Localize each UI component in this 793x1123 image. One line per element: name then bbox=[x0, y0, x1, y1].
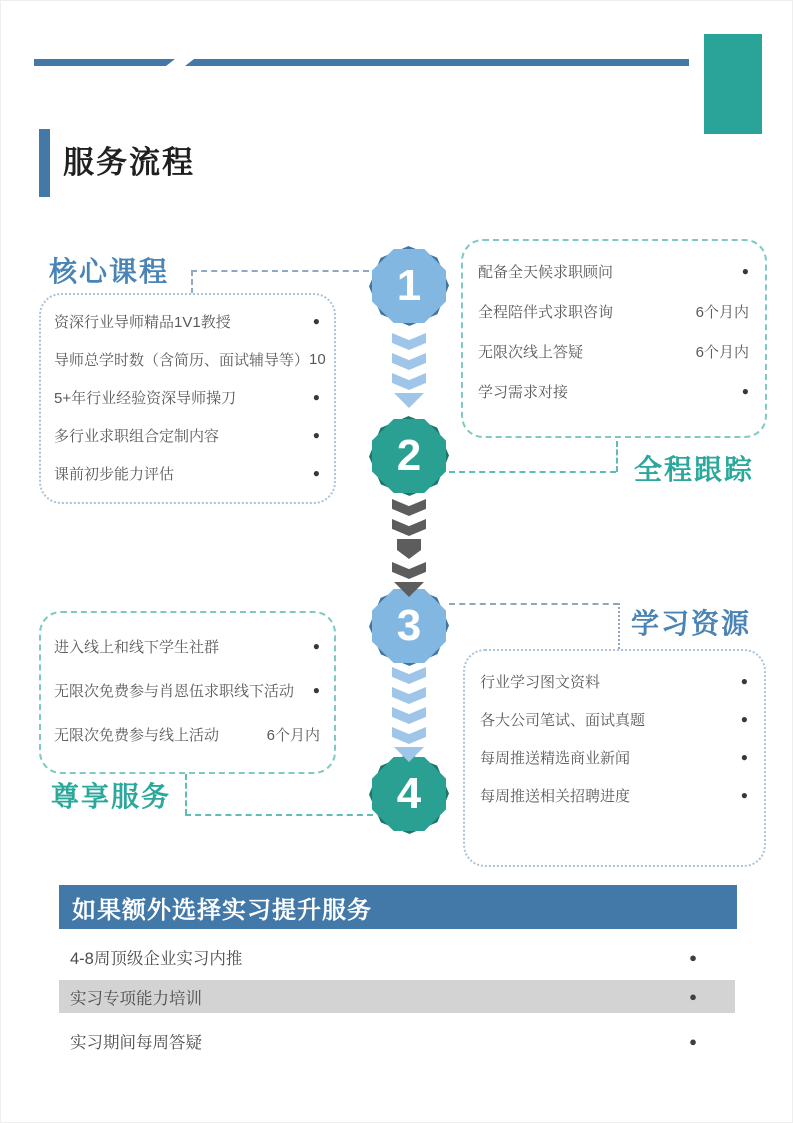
step-badge-1 bbox=[372, 249, 446, 323]
premium-row bbox=[54, 624, 320, 668]
row-label: 5+年行业经验资深导师操刀 bbox=[54, 389, 237, 407]
resources-row bbox=[480, 700, 748, 738]
premium-row bbox=[54, 712, 320, 756]
row-value: ● bbox=[689, 989, 697, 1004]
core-row bbox=[54, 340, 326, 378]
row-label: 课前初步能力评估 bbox=[54, 465, 175, 483]
extra-row bbox=[59, 1021, 735, 1061]
connector-tracking-h bbox=[449, 471, 616, 473]
row-value: ● bbox=[312, 390, 320, 404]
step-badge-4 bbox=[372, 757, 446, 831]
row-value: 10 bbox=[309, 350, 326, 368]
row-value: ● bbox=[740, 674, 748, 688]
row-value: ● bbox=[312, 466, 320, 480]
row-value: ● bbox=[689, 1033, 697, 1049]
row-label: 全程陪伴式求职咨询 bbox=[478, 303, 614, 321]
row-value: ● bbox=[741, 384, 749, 398]
connector-core-h bbox=[191, 270, 369, 272]
row-value: ● bbox=[312, 683, 320, 697]
group-title-core: 核心课程 bbox=[49, 256, 170, 287]
connector-tracking-v bbox=[616, 441, 618, 472]
connector-resources-h bbox=[449, 603, 619, 605]
row-label: 每周推送相关招聘进度 bbox=[480, 787, 631, 805]
core-row bbox=[54, 454, 320, 492]
down-arrow-icon bbox=[391, 667, 427, 762]
step-number: 3 bbox=[396, 601, 422, 650]
row-label: 进入线上和线下学生社群 bbox=[54, 638, 220, 656]
row-label: 每周推送精选商业新闻 bbox=[480, 749, 631, 767]
row-value: ● bbox=[740, 788, 748, 802]
connector-premium-v bbox=[185, 774, 187, 815]
tracking-row bbox=[478, 291, 749, 331]
row-label: 配备全天候求职顾问 bbox=[478, 263, 614, 281]
row-label: 资深行业导师精品1V1教授 bbox=[54, 313, 231, 331]
row-label: 导师总学时数（含简历、面试辅导等） bbox=[54, 351, 310, 369]
connector-resources-v bbox=[618, 603, 620, 649]
tracking-panel bbox=[461, 239, 767, 438]
connector-core-v bbox=[191, 270, 193, 294]
row-value: ● bbox=[689, 949, 697, 965]
step-badge-3 bbox=[372, 589, 446, 663]
step-number: 4 bbox=[396, 769, 422, 818]
resources-row bbox=[480, 776, 748, 814]
row-label: 实习期间每周答疑 bbox=[70, 1034, 202, 1052]
heading-accent-bar bbox=[39, 129, 50, 197]
row-label: 无限次免费参与线上活动 bbox=[54, 726, 220, 744]
row-value: ● bbox=[741, 264, 749, 278]
top-rule-right bbox=[185, 59, 689, 66]
row-value: 6个月内 bbox=[266, 726, 320, 744]
step-number: 1 bbox=[396, 261, 422, 310]
resources-row bbox=[480, 662, 748, 700]
core-panel bbox=[39, 293, 336, 504]
extra-section-header: 如果额外选择实习提升服务 bbox=[59, 885, 737, 929]
connector-premium-h bbox=[185, 814, 373, 816]
core-row bbox=[54, 302, 320, 340]
row-label: 多行业求职组合定制内容 bbox=[54, 427, 220, 445]
corner-teal-block bbox=[704, 34, 762, 134]
row-value: ● bbox=[312, 314, 320, 328]
core-row bbox=[54, 416, 320, 454]
extra-row bbox=[59, 937, 735, 977]
row-value: ● bbox=[312, 428, 320, 442]
row-label: 实习专项能力培训 bbox=[70, 989, 202, 1008]
group-title-resources: 学习资源 bbox=[631, 608, 752, 639]
tracking-row bbox=[478, 371, 749, 411]
group-title-tracking: 全程跟踪 bbox=[634, 454, 755, 485]
resources-panel bbox=[463, 649, 766, 867]
row-label: 行业学习图文资料 bbox=[480, 673, 601, 691]
row-label: 学习需求对接 bbox=[478, 383, 569, 401]
row-label: 各大公司笔试、面试真题 bbox=[480, 711, 646, 729]
group-title-premium: 尊享服务 bbox=[51, 781, 172, 812]
resources-row bbox=[480, 738, 748, 776]
premium-panel bbox=[39, 611, 336, 774]
row-label: 无限次免费参与肖恩伍求职线下活动 bbox=[54, 682, 295, 700]
tracking-row bbox=[478, 331, 749, 371]
row-value: 6个月内 bbox=[695, 303, 749, 321]
row-value: 6个月内 bbox=[695, 343, 749, 361]
row-label: 4-8周顶级企业实习内推 bbox=[70, 950, 243, 968]
step-number: 2 bbox=[396, 431, 422, 480]
tracking-row bbox=[478, 251, 749, 291]
page-title: 服务流程 bbox=[63, 145, 195, 180]
extra-row-shaded bbox=[59, 980, 735, 1013]
premium-row bbox=[54, 668, 320, 712]
step-badge-2 bbox=[372, 419, 446, 493]
top-rule-left bbox=[34, 59, 175, 66]
row-label: 无限次线上答疑 bbox=[478, 343, 584, 361]
down-arrow-icon bbox=[391, 499, 427, 597]
row-value: ● bbox=[740, 712, 748, 726]
row-value: ● bbox=[740, 750, 748, 764]
core-row bbox=[54, 378, 320, 416]
down-arrow-icon bbox=[391, 333, 427, 408]
row-value: ● bbox=[312, 639, 320, 653]
